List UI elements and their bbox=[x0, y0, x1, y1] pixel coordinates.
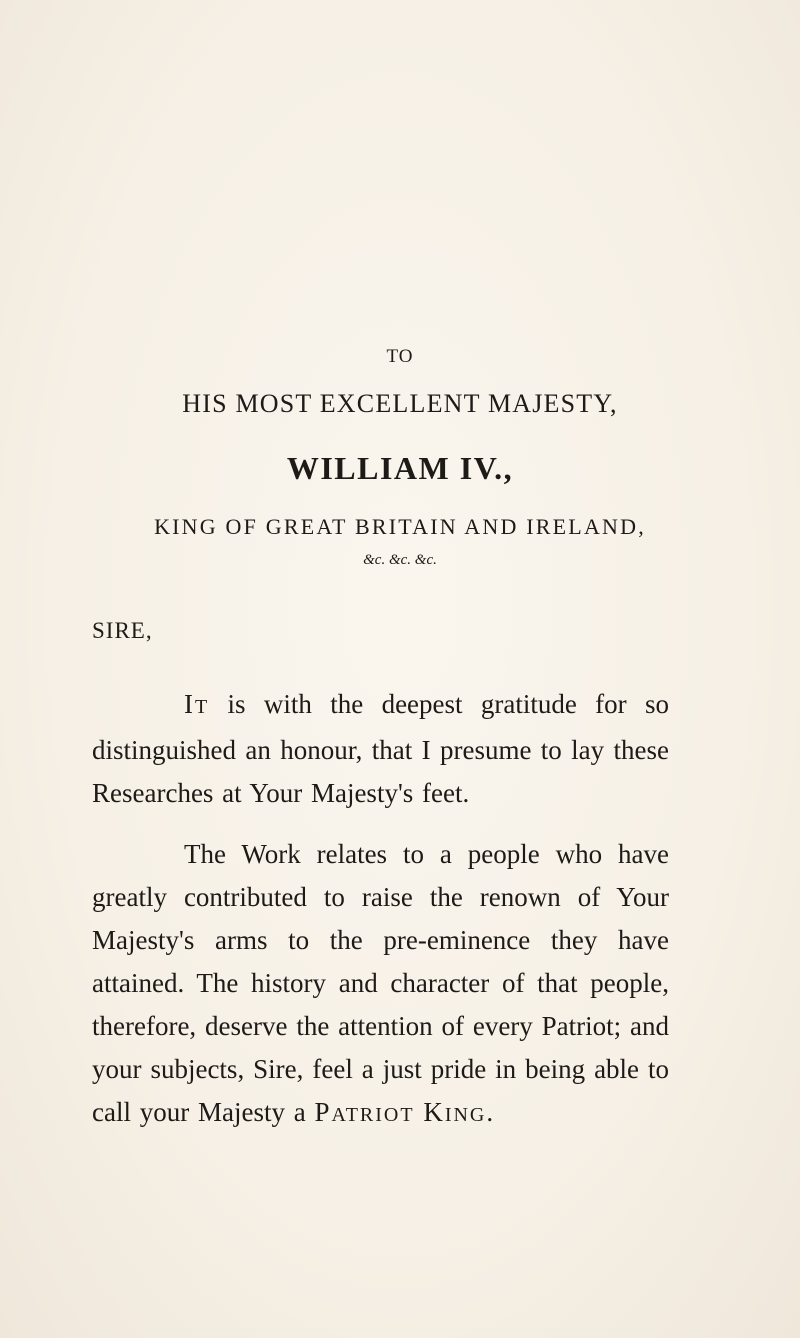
letter-paragraph-1 bbox=[92, 683, 669, 815]
patriot-capital: P bbox=[314, 1097, 332, 1127]
king-capital: K bbox=[423, 1097, 445, 1127]
dedication-to: TO bbox=[386, 346, 414, 367]
patriot-small-caps bbox=[314, 1097, 414, 1127]
paragraph-1-lead bbox=[184, 689, 209, 719]
paragraph-2-end: . bbox=[486, 1097, 494, 1127]
paragraph-1-text: is with the deepest gratitude for so distinguished an honour, that I presume to lay these Researches at Your Majesty's feet. bbox=[92, 689, 669, 808]
lead-small-caps: T bbox=[195, 696, 210, 718]
dedication-majesty: HIS MOST EXCELLENT MAJESTY, bbox=[182, 389, 618, 418]
lead-capital: I bbox=[184, 689, 195, 719]
dedication-etc: &c. &c. &c. bbox=[363, 552, 437, 568]
letter-salutation: SIRE, bbox=[92, 618, 153, 643]
letter-paragraph-2 bbox=[92, 833, 669, 1137]
paragraph-2-text: The Work relates to a people who have greatly contributed to raise the renown of Your Majesty's arms to the pre-eminence they have attained. The history and character of that people, therefore, deserve the attention of every Patriot; and your subjects, Sire, feel a just pride in being able to call your Majesty a bbox=[92, 839, 669, 1127]
king-small-caps bbox=[423, 1097, 486, 1127]
dedication-king-name: WILLIAM IV., bbox=[286, 450, 514, 486]
king-small: ING bbox=[444, 1104, 487, 1126]
patriot-small: ATRIOT bbox=[331, 1104, 415, 1126]
dedication-king-title: KING OF GREAT BRITAIN AND IRELAND, bbox=[154, 514, 646, 539]
